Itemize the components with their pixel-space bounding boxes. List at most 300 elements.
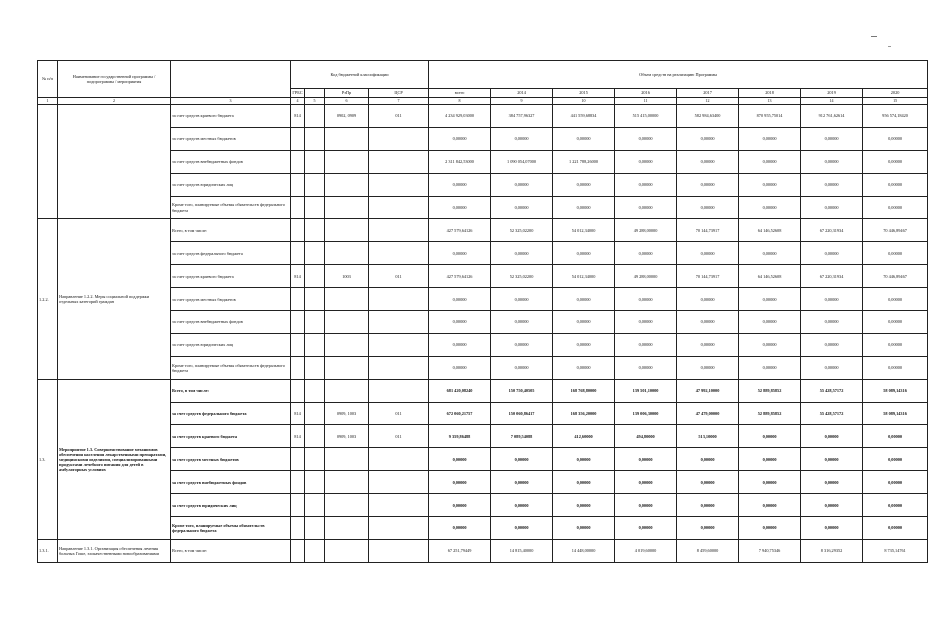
code-grbs <box>291 379 305 402</box>
funding-source: за счет средств юридических лиц <box>171 333 291 356</box>
value-year: 0,00000 <box>615 127 677 150</box>
value-year: 1 221 788,26000 <box>553 150 615 173</box>
table-row <box>38 494 928 517</box>
code-rzpr-value: 0902, 0909 <box>325 105 369 128</box>
table-row <box>38 517 928 540</box>
value-total: 9 359,86488 <box>429 425 491 448</box>
table-row <box>38 196 928 219</box>
code-rzpr-value: 1003 <box>325 265 369 288</box>
value-year: 58 089,14316 <box>863 379 928 402</box>
code-csr <box>369 471 429 494</box>
header-year: 2020 <box>863 89 928 98</box>
table-row <box>38 333 928 356</box>
header-row <box>38 61 928 89</box>
value-year: 0,00000 <box>801 356 863 379</box>
code-grbs <box>291 127 305 150</box>
header-year: 2018 <box>739 89 801 98</box>
code-grbs <box>291 150 305 173</box>
header-name: Наименование государственной программы / подпрограммы / мероприятия <box>58 61 171 98</box>
value-year: 49 288,00000 <box>615 265 677 288</box>
code-rzpr <box>305 105 325 128</box>
column-number: 12 <box>677 98 739 105</box>
value-year: 0,00000 <box>739 150 801 173</box>
value-total: 2 311 842,53000 <box>429 150 491 173</box>
value-total: 681 420,08240 <box>429 379 491 402</box>
value-year: 168 356,20000 <box>553 402 615 425</box>
code-grbs <box>291 356 305 379</box>
value-year: 0,00000 <box>863 517 928 540</box>
code-rzpr-value <box>325 471 369 494</box>
code-rzpr <box>305 379 325 402</box>
funding-source: Всего, в том числе: <box>171 539 291 562</box>
column-number-row <box>38 98 928 105</box>
code-rzpr <box>305 173 325 196</box>
value-total: 427 579,64126 <box>429 265 491 288</box>
value-year: 8 735,14761 <box>863 539 928 562</box>
code-rzpr <box>305 265 325 288</box>
value-year: 70 446,89467 <box>863 265 928 288</box>
value-year: 0,00000 <box>863 425 928 448</box>
value-total: 0,00000 <box>429 517 491 540</box>
value-year: 0,00000 <box>553 242 615 265</box>
value-year: 0,00000 <box>677 311 739 334</box>
value-year: 64 146,52608 <box>739 219 801 242</box>
header-codes: Код бюджетной классификации <box>291 61 429 89</box>
value-year: 47 479,00000 <box>677 402 739 425</box>
code-rzpr-value: 0909, 1003 <box>325 402 369 425</box>
code-csr <box>369 311 429 334</box>
value-year: 0,00000 <box>801 127 863 150</box>
value-year: 0,00000 <box>801 288 863 311</box>
code-grbs <box>291 333 305 356</box>
funding-source: за счет средств местных бюджетов <box>171 127 291 150</box>
value-year: 4 019,60000 <box>615 539 677 562</box>
value-year: 52 325,02200 <box>491 265 553 288</box>
value-year: 0,00000 <box>491 356 553 379</box>
value-year: 0,00000 <box>801 425 863 448</box>
value-year: 0,00000 <box>739 333 801 356</box>
value-year: 0,00000 <box>801 448 863 471</box>
value-year: 0,00000 <box>491 173 553 196</box>
value-year: 0,00000 <box>677 471 739 494</box>
value-year: 0,00000 <box>553 288 615 311</box>
value-year: 0,00000 <box>863 494 928 517</box>
value-year: 0,00000 <box>863 356 928 379</box>
header-grbs: ГРБС <box>291 89 305 98</box>
value-year: 54 012,34000 <box>553 219 615 242</box>
value-year: 150 060,86417 <box>491 402 553 425</box>
value-year: 0,00000 <box>863 242 928 265</box>
code-rzpr-value <box>325 311 369 334</box>
value-year: 0,00000 <box>863 127 928 150</box>
value-year: 0,00000 <box>615 288 677 311</box>
value-year: 168 768,80000 <box>553 379 615 402</box>
code-rzpr-value <box>325 333 369 356</box>
value-year: 0,00000 <box>677 196 739 219</box>
value-year: 8 459,60000 <box>677 539 739 562</box>
value-total: 4 234 929,03000 <box>429 105 491 128</box>
value-year: 0,00000 <box>553 356 615 379</box>
header-year: 2017 <box>677 89 739 98</box>
value-year: 0,00000 <box>677 288 739 311</box>
funding-source: за счет средств краевого бюджета <box>171 105 291 128</box>
value-year: 52 889,85852 <box>739 402 801 425</box>
value-total: 427 579,64126 <box>429 219 491 242</box>
funding-source: Всего, в том числе: <box>171 379 291 402</box>
value-total: 0,00000 <box>429 242 491 265</box>
value-year: 0,00000 <box>553 127 615 150</box>
value-year: 515 415,00000 <box>615 105 677 128</box>
item-name: Мероприятие 1.3. Совершенствование механизмов обеспечения населения лекарственными препаратами, медицинскими изделиями, специализированными продуктами лечебного питания для детей в амбулаторных условиях <box>58 379 171 539</box>
column-number: 13 <box>739 98 801 105</box>
value-year: 0,00000 <box>677 127 739 150</box>
code-csr <box>369 539 429 562</box>
value-year: 0,00000 <box>553 173 615 196</box>
code-rzpr <box>305 311 325 334</box>
code-csr <box>369 288 429 311</box>
value-year: 0,00000 <box>677 517 739 540</box>
code-csr <box>369 494 429 517</box>
column-number: 1 <box>38 98 58 105</box>
column-number: 3 <box>171 98 291 105</box>
header-total: всего <box>429 89 491 98</box>
value-year: 55 428,57172 <box>801 379 863 402</box>
code-rzpr-value <box>325 448 369 471</box>
value-year: 0,00000 <box>553 448 615 471</box>
table-row <box>38 265 928 288</box>
funding-source: за счет средств федерального бюджета <box>171 242 291 265</box>
table-row <box>38 379 928 402</box>
header-year: 2019 <box>801 89 863 98</box>
value-year: 912 761,62614 <box>801 105 863 128</box>
table-row <box>38 127 928 150</box>
value-year: 0,00000 <box>491 471 553 494</box>
header-year: 2016 <box>615 89 677 98</box>
column-number: 6 <box>325 98 369 105</box>
value-year: 513,10000 <box>677 425 739 448</box>
funding-source: Кроме того, планируемые объемы обязательств федерального бюджета <box>171 356 291 379</box>
code-rzpr-value <box>325 379 369 402</box>
value-year: 0,00000 <box>863 150 928 173</box>
column-number: 5 <box>305 98 325 105</box>
value-total: 0,00000 <box>429 288 491 311</box>
value-total: 0,00000 <box>429 311 491 334</box>
column-number: 15 <box>863 98 928 105</box>
value-year: 0,00000 <box>677 448 739 471</box>
header-num: № п/п <box>38 61 58 98</box>
column-number: 9 <box>491 98 553 105</box>
value-year: 0,00000 <box>863 448 928 471</box>
value-year: 0,00000 <box>739 311 801 334</box>
value-year: 0,00000 <box>677 356 739 379</box>
code-rzpr <box>305 517 325 540</box>
value-year: 0,00000 <box>739 196 801 219</box>
code-rzpr <box>305 219 325 242</box>
table-row <box>38 150 928 173</box>
value-year: 0,00000 <box>491 196 553 219</box>
value-year: 0,00000 <box>863 471 928 494</box>
code-rzpr <box>305 471 325 494</box>
table-row <box>38 242 928 265</box>
funding-source: за счет средств юридических лиц <box>171 494 291 517</box>
code-rzpr-value <box>325 288 369 311</box>
code-rzpr-value <box>325 150 369 173</box>
value-year: 7 089,54088 <box>491 425 553 448</box>
value-year: 52 889,85852 <box>739 379 801 402</box>
column-number: 7 <box>369 98 429 105</box>
value-year: 70 446,89467 <box>863 219 928 242</box>
value-year: 139 501,10000 <box>615 379 677 402</box>
value-total: 0,00000 <box>429 333 491 356</box>
code-grbs <box>291 517 305 540</box>
value-year: 0,00000 <box>491 494 553 517</box>
code-csr: 011 <box>369 425 429 448</box>
value-year: 0,00000 <box>801 333 863 356</box>
value-year: 956 574,18420 <box>863 105 928 128</box>
code-grbs <box>291 242 305 265</box>
budget-table <box>37 60 928 563</box>
code-csr: 011 <box>369 265 429 288</box>
value-year: 58 089,14316 <box>863 402 928 425</box>
table-row <box>38 219 928 242</box>
scan-artifact <box>871 36 877 37</box>
value-year: 8 316,29352 <box>801 539 863 562</box>
header-year: 2015 <box>553 89 615 98</box>
scan-artifact <box>888 46 891 47</box>
value-year: 0,00000 <box>801 173 863 196</box>
value-year: 1 090 054,07000 <box>491 150 553 173</box>
value-year: 67 220,31934 <box>801 265 863 288</box>
value-year: 441 559,68834 <box>553 105 615 128</box>
value-year: 870 955,75014 <box>739 105 801 128</box>
code-rzpr <box>305 402 325 425</box>
code-grbs <box>291 471 305 494</box>
code-grbs <box>291 311 305 334</box>
code-grbs: 814 <box>291 105 305 128</box>
value-year: 0,00000 <box>491 127 553 150</box>
value-year: 0,00000 <box>553 311 615 334</box>
column-number: 10 <box>553 98 615 105</box>
code-grbs <box>291 288 305 311</box>
value-year: 0,00000 <box>553 517 615 540</box>
value-year: 0,00000 <box>553 196 615 219</box>
value-total: 0,00000 <box>429 173 491 196</box>
value-year: 70 144,73917 <box>677 219 739 242</box>
code-rzpr <box>305 127 325 150</box>
code-grbs: 814 <box>291 402 305 425</box>
item-name: Направление 1.3.1. Организация обеспечения лечения больных Гоше, злокачественными новообразованиями <box>58 539 171 562</box>
value-year: 0,00000 <box>677 333 739 356</box>
funding-source: за счет средств внебюджетных фондов <box>171 150 291 173</box>
code-rzpr <box>305 448 325 471</box>
value-year: 0,00000 <box>801 494 863 517</box>
item-number: 1.2.2. <box>38 219 58 379</box>
value-year: 0,00000 <box>863 173 928 196</box>
code-grbs <box>291 539 305 562</box>
value-year: 0,00000 <box>553 333 615 356</box>
value-year: 0,00000 <box>863 196 928 219</box>
value-year: 0,00000 <box>801 471 863 494</box>
value-year: 0,00000 <box>801 517 863 540</box>
code-rzpr <box>305 494 325 517</box>
item-number: 1.3.1. <box>38 539 58 562</box>
code-rzpr-value <box>325 219 369 242</box>
code-rzpr <box>305 425 325 448</box>
value-year: 0,00000 <box>491 288 553 311</box>
column-number: 11 <box>615 98 677 105</box>
value-year: 0,00000 <box>491 311 553 334</box>
funding-source: за счет средств внебюджетных фондов <box>171 311 291 334</box>
code-csr <box>369 356 429 379</box>
value-year: 0,00000 <box>491 448 553 471</box>
funding-source: Кроме того, планируемые объемы обязательств федерального бюджета <box>171 517 291 540</box>
table-row <box>38 173 928 196</box>
funding-source: за счет средств внебюджетных фондов <box>171 471 291 494</box>
table-row <box>38 311 928 334</box>
value-year: 0,00000 <box>739 127 801 150</box>
table-row <box>38 539 928 562</box>
code-rzpr <box>305 242 325 265</box>
value-year: 0,00000 <box>553 471 615 494</box>
value-year: 0,00000 <box>615 448 677 471</box>
value-year: 0,00000 <box>615 150 677 173</box>
code-rzpr <box>305 196 325 219</box>
table-body <box>38 61 928 563</box>
value-year: 0,00000 <box>739 356 801 379</box>
value-year: 0,00000 <box>863 288 928 311</box>
value-year: 67 220,31934 <box>801 219 863 242</box>
value-year: 0,00000 <box>615 471 677 494</box>
code-csr <box>369 173 429 196</box>
code-rzpr-value <box>325 196 369 219</box>
value-year: 54 012,34000 <box>553 265 615 288</box>
funding-source: за счет средств федерального бюджета <box>171 402 291 425</box>
code-rzpr-value <box>325 127 369 150</box>
value-year: 0,00000 <box>801 242 863 265</box>
value-year: 0,00000 <box>615 517 677 540</box>
value-year: 0,00000 <box>615 356 677 379</box>
code-csr: 011 <box>369 105 429 128</box>
code-rzpr <box>305 288 325 311</box>
column-number: 14 <box>801 98 863 105</box>
value-year: 0,00000 <box>801 311 863 334</box>
value-year: 0,00000 <box>739 425 801 448</box>
code-rzpr <box>305 539 325 562</box>
value-year: 14 448,00000 <box>553 539 615 562</box>
value-year: 0,00000 <box>615 242 677 265</box>
value-year: 0,00000 <box>739 471 801 494</box>
value-year: 0,00000 <box>491 242 553 265</box>
code-csr <box>369 150 429 173</box>
code-grbs <box>291 219 305 242</box>
code-grbs <box>291 196 305 219</box>
funding-source: за счет средств местных бюджетов <box>171 448 291 471</box>
item-name <box>58 105 171 219</box>
code-rzpr <box>305 356 325 379</box>
value-year: 0,00000 <box>615 196 677 219</box>
value-year: 0,00000 <box>615 333 677 356</box>
code-rzpr-value <box>325 173 369 196</box>
funding-source: за счет средств краевого бюджета <box>171 265 291 288</box>
value-total: 0,00000 <box>429 471 491 494</box>
value-year: 55 428,57172 <box>801 402 863 425</box>
code-rzpr <box>305 333 325 356</box>
value-year: 0,00000 <box>739 242 801 265</box>
value-year: 412,60000 <box>553 425 615 448</box>
funding-source: Всего, в том числе: <box>171 219 291 242</box>
funding-source: Кроме того, планируемые объемы обязательств федерального бюджета <box>171 196 291 219</box>
code-rzpr <box>305 150 325 173</box>
value-year: 0,00000 <box>553 494 615 517</box>
code-csr <box>369 333 429 356</box>
value-year: 52 325,02200 <box>491 219 553 242</box>
funding-source: за счет средств юридических лиц <box>171 173 291 196</box>
item-number <box>38 105 58 219</box>
value-year: 494,80000 <box>615 425 677 448</box>
value-total: 0,00000 <box>429 448 491 471</box>
table-row <box>38 471 928 494</box>
value-year: 0,00000 <box>739 173 801 196</box>
column-number: 4 <box>291 98 305 105</box>
value-year: 0,00000 <box>615 173 677 196</box>
value-total: 67 251,79449 <box>429 539 491 562</box>
code-rzpr-value <box>325 356 369 379</box>
table-row <box>38 288 928 311</box>
value-total: 0,00000 <box>429 127 491 150</box>
code-csr <box>369 219 429 242</box>
value-year: 0,00000 <box>801 150 863 173</box>
value-year: 0,00000 <box>677 173 739 196</box>
header-year: 2014 <box>491 89 553 98</box>
value-year: 70 144,73917 <box>677 265 739 288</box>
value-year: 0,00000 <box>739 494 801 517</box>
header-funding: Объем средств на реализацию Программы <box>429 61 928 89</box>
value-year: 7 940,75346 <box>739 539 801 562</box>
value-total: 0,00000 <box>429 494 491 517</box>
code-grbs: 814 <box>291 425 305 448</box>
code-csr <box>369 448 429 471</box>
code-rzpr-value: 0909, 1003 <box>325 425 369 448</box>
code-csr: 011 <box>369 402 429 425</box>
value-year: 0,00000 <box>739 288 801 311</box>
funding-source: за счет средств местных бюджетов <box>171 288 291 311</box>
code-grbs: 814 <box>291 265 305 288</box>
table-row <box>38 356 928 379</box>
header-spacer <box>305 89 325 98</box>
item-number: 1.3. <box>38 379 58 539</box>
table-row <box>38 425 928 448</box>
value-total: 672 060,21757 <box>429 402 491 425</box>
value-year: 0,00000 <box>863 311 928 334</box>
value-year: 0,00000 <box>801 196 863 219</box>
value-year: 384 757,96327 <box>491 105 553 128</box>
value-year: 0,00000 <box>491 517 553 540</box>
value-year: 64 146,52608 <box>739 265 801 288</box>
value-year: 0,00000 <box>739 448 801 471</box>
value-year: 0,00000 <box>491 333 553 356</box>
header-blank <box>171 61 291 98</box>
column-number: 8 <box>429 98 491 105</box>
code-grbs <box>291 448 305 471</box>
value-total: 0,00000 <box>429 356 491 379</box>
item-name: Направление 1.2.2. Меры социальной поддержки отдельных категорий граждан <box>58 219 171 379</box>
value-year: 47 992,10000 <box>677 379 739 402</box>
code-csr <box>369 242 429 265</box>
table-row <box>38 105 928 128</box>
code-rzpr-value <box>325 494 369 517</box>
value-year: 0,00000 <box>677 150 739 173</box>
value-year: 49 288,00000 <box>615 219 677 242</box>
